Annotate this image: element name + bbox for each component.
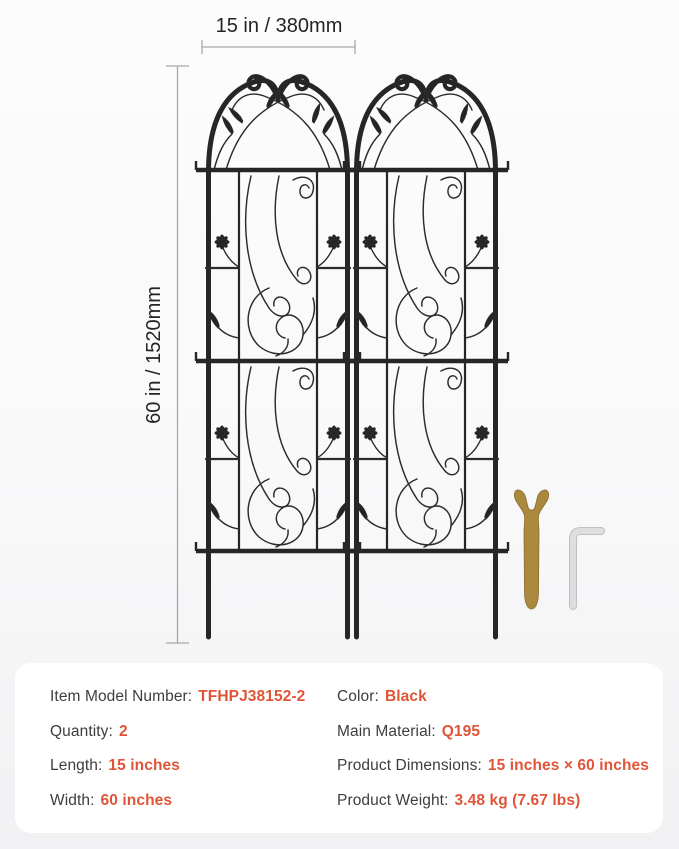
spec-label: Length: [50,757,103,775]
spec-column-left [50,680,337,833]
trellis-panel-left [196,76,360,637]
trellis-panel-right [344,76,508,637]
spec-row-item-model [50,680,337,715]
hex-key-icon [573,531,601,606]
height-dimension-label: 60 in / 1520mm [143,286,165,424]
spec-value: 2 [118,722,128,740]
spec-value: Black [384,688,427,706]
spec-row-length [50,749,337,784]
spec-label: Quantity: [50,722,113,740]
spec-row-weight [337,784,649,819]
spec-label: Width: [50,791,95,809]
spec-row-quantity [50,715,337,750]
spec-value: 3.48 kg (7.67 lbs) [454,791,581,809]
spec-value: 15 inches × 60 inches [487,757,649,775]
spec-label: Main Material: [337,722,436,740]
spec-row-dimensions [337,749,649,784]
spec-label: Product Weight: [337,791,449,809]
wrench-icon [514,490,548,609]
spec-value: TFHPJ38152-2 [198,688,306,706]
spec-label: Item Model Number: [50,688,193,706]
width-dimension [202,15,355,54]
spec-value: 15 inches [108,757,180,775]
spec-label: Color: [337,688,379,706]
spec-row-color [337,680,649,715]
spec-row-width [50,784,337,819]
spec-row-material [337,715,649,750]
spec-value: 60 inches [100,791,173,809]
spec-column-right [337,680,649,833]
height-dimension [143,66,189,643]
spec-label: Product Dimensions: [337,757,482,775]
width-dimension-label: 15 in / 380mm [215,15,343,37]
spec-value: Q195 [441,722,481,740]
spec-card [15,663,663,833]
